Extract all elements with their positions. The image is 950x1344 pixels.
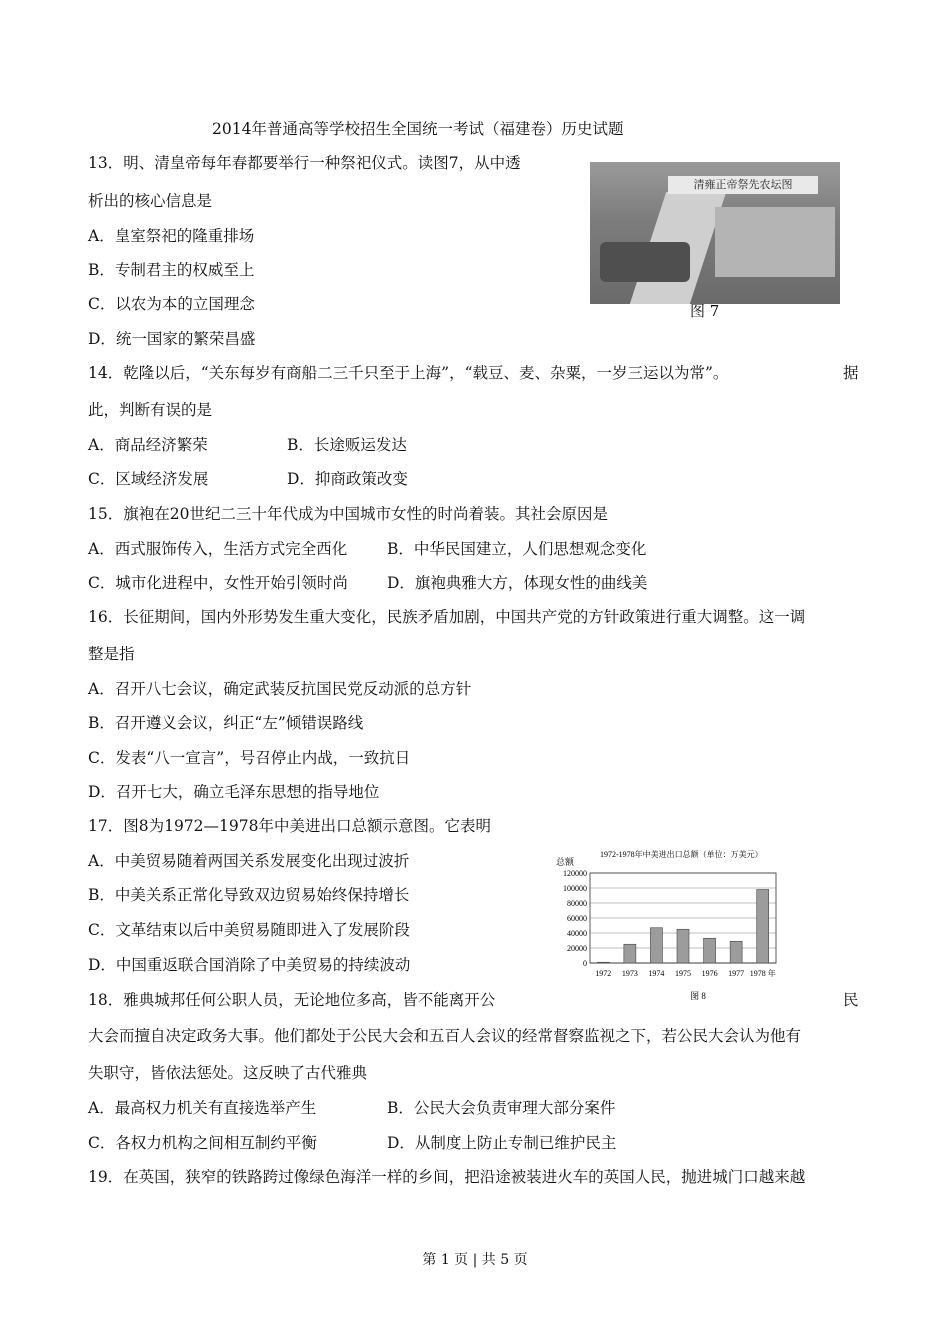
chart-bar <box>677 929 689 963</box>
chart-bar <box>650 928 662 963</box>
text-line: 16．长征期间，国内外形势发生重大变化，民族矛盾加剧，中国共产党的方针政策进行重大调整。这一调 <box>88 608 806 626</box>
text-line: C．城市化进程中，女性开始引领时尚 <box>88 574 348 592</box>
text-line: 整是指 <box>88 645 135 663</box>
chart-bar <box>704 938 716 963</box>
text-line: B．专制君主的权威至上 <box>88 261 255 279</box>
text-line: A．召开八七会议，确定武装反抗国民党反动派的总方针 <box>88 680 472 698</box>
text-line: D．抑商政策改变 <box>287 470 408 488</box>
text-line: 大会而擅自决定政务大事。他们都处于公民大会和五百人会议的经常督察监视之下，若公民大会认为他有 <box>88 1027 802 1045</box>
figure-8-chart <box>548 845 848 1005</box>
chart-y-tick: 20000 <box>567 944 587 953</box>
chart-bar <box>624 944 636 963</box>
chart-x-tick: 1978 年 <box>749 969 776 978</box>
text-line: B．召开遵义会议，纠正“左”倾错误路线 <box>88 714 364 732</box>
text-line: 19．在英国，狭窄的铁路跨过像绿色海洋一样的乡间，把沿途被装进火车的英国人民，抛进城门口越来越 <box>88 1168 806 1186</box>
text-line: D．中国重返联合国消除了中美贸易的持续波动 <box>88 956 411 974</box>
text-line: D．从制度上防止专制已维护民主 <box>387 1134 617 1152</box>
chart-y-tick: 60000 <box>567 914 587 923</box>
chart-x-tick: 1975 <box>675 969 691 978</box>
figure-7-banner: 清雍正帝祭先农坛图 <box>668 176 818 194</box>
figure-7-caption: 图 7 <box>690 302 720 320</box>
text-line: C．文革结束以后中美贸易随即进入了发展阶段 <box>88 921 410 939</box>
text-line: A．西式服饰传入，生活方式完全西化 <box>88 540 348 558</box>
figure-7-crowd <box>600 242 690 282</box>
text-line: 失职守，皆依法惩处。这反映了古代雅典 <box>88 1064 368 1082</box>
text-line: A．中美贸易随着两国关系发展变化出现过波折 <box>88 852 410 870</box>
text-line: A．商品经济繁荣 <box>88 436 208 454</box>
chart-x-tick: 1974 <box>648 969 665 978</box>
chart-bar <box>597 962 609 963</box>
chart-y-tick: 0 <box>583 959 587 968</box>
text-line: C．发表“八一宣言”，号召停止内战，一致抗日 <box>88 749 411 767</box>
text-line: 17．图8为1972—1978年中美进出口总额示意图。它表明 <box>88 817 491 835</box>
chart-x-tick: 1976 <box>701 969 718 978</box>
chart-title: 1972-1978年中美进出口总额（单位：万美元） <box>600 850 763 859</box>
text-line: A．皇室祭祀的隆重排场 <box>88 227 255 245</box>
text-line: 18．雅典城邦任何公职人员，无论地位多高，皆不能离开公 <box>88 991 496 1009</box>
chart-bar <box>730 941 742 963</box>
text-line: B．中美关系正常化导致双边贸易始终保持增长 <box>88 886 410 904</box>
chart-y-tick: 100000 <box>563 884 587 893</box>
page-footer: 第 1 页 | 共 5 页 <box>422 1252 528 1268</box>
text-line: C．各权力机构之间相互制约平衡 <box>88 1134 317 1152</box>
text-line: 此，判断有误的是 <box>88 401 213 419</box>
chart-x-tick: 1977 <box>728 969 745 978</box>
text-line: D．召开七大，确立毛泽东思想的指导地位 <box>88 783 380 801</box>
chart-bar <box>757 890 769 964</box>
figure-7-image <box>590 162 840 304</box>
chart-x-tick: 1973 <box>621 969 638 978</box>
text-line: A．最高权力机关有直接选举产生 <box>88 1099 317 1117</box>
text-line: C．以农为本的立国理念 <box>88 295 255 313</box>
chart-caption: 图 8 <box>690 991 706 1001</box>
chart-y-tick: 40000 <box>567 929 587 938</box>
chart-x-tick: 1972 <box>595 969 612 978</box>
text-line: 13．明、清皇帝每年春都要举行一种祭祀仪式。读图7，从中透 <box>88 154 521 172</box>
text-line: B．中华民国建立，人们思想观念变化 <box>387 540 647 558</box>
chart-y-tick: 120000 <box>563 869 587 878</box>
figure-7-field <box>715 207 835 277</box>
text-line: 民 <box>843 991 859 1009</box>
text-line: 15．旗袍在20世纪二三十年代成为中国城市女性的时尚着装。其社会原因是 <box>88 505 608 523</box>
page-title: 2014年普通高等学校招生全国统一考试（福建卷）历史试题 <box>212 120 624 138</box>
chart-y-label: 总额 <box>556 857 575 867</box>
text-line: 析出的核心信息是 <box>88 192 213 210</box>
text-line: D．统一国家的繁荣昌盛 <box>88 330 256 348</box>
text-line: B．长途贩运发达 <box>287 436 407 454</box>
text-line: D．旗袍典雅大方，体现女性的曲线美 <box>387 574 648 592</box>
text-line: C．区域经济发展 <box>88 470 209 488</box>
text-line: B．公民大会负责审理大部分案件 <box>387 1099 616 1117</box>
chart-y-tick: 80000 <box>567 899 587 908</box>
text-line: 14．乾隆以后，“关东每岁有商船二三千只至于上海”，“载豆、麦、杂粟，一岁三运以为常”。 <box>88 364 729 382</box>
text-line: 据 <box>843 364 859 382</box>
